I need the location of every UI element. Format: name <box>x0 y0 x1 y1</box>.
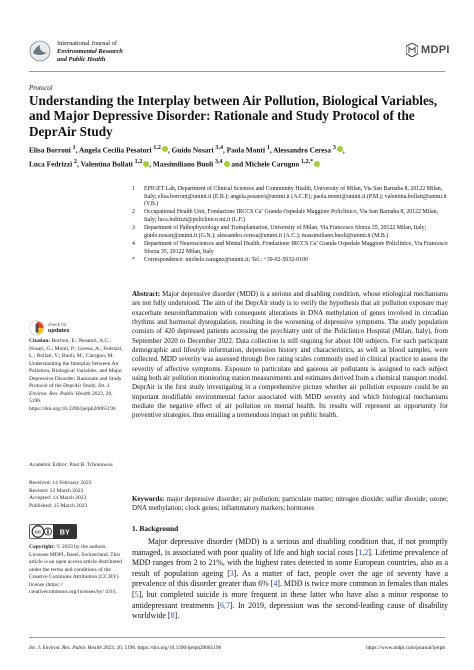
abstract-text: Major depressive disorder (MDD) is a serious and disabling condition, whose etiological mechanisms are not fully understood. The aim of the DeprAir study is to verify the hypothesis that air pollution exposure may exacerbate neuroinflammation with consequent alterations in DNA methylation of genes involved in circadian rhythms and hormonal dysregulation, resulting in the worsening of depressive symptoms. The study population consists of 420 depressed patients accessing the psychiatry unit of the Policlinico Hospital (Milan, Italy), from September 2020 to December 2022. Data collection is still ongoing for about 100 subjects. For each participant demographic and lifestyle information, depression history and characteristics, as well as blood samples, were collected. MDD severity was assessed through five rating scales commonly used in clinical practice to assess the severity of affective symptoms. Exposure to particulate and gaseous air pollutants is assigned to each subject using both air pollution monitoring station measurements and estimates derived from a chemical transport model. DeprAir is the first study investigating in a comprehensive picture whether air pollution exposure could be an important modifiable environmental factor associated with MDD severity and which biological mechanisms mediate the negative effect of air pollution on mental health. Its results will represent an opportunity for preventive strategies, thus entailing a tremendous impact on public health. <box>132 290 449 420</box>
citation-journal: Int. J. Environ. Res. Public Health <box>29 383 111 397</box>
author: Elisa Borroni <box>29 145 71 155</box>
journal-line-2: Environmental Research <box>57 48 123 56</box>
author: Valentina Bollati <box>80 159 133 169</box>
affiliation-item: 4 Department of Neurosciences and Mental Health, Fondazione IRCCS Ca’ Granda Ospedale Maggiore Policlinico, Via Francesco Sforza 35, 20122 Milan, Italy <box>132 240 448 255</box>
date-revised: Revised: 13 March 2023 <box>29 487 84 494</box>
date-published: Published: 15 March 2023 <box>29 502 88 509</box>
academic-editor: Academic Editor: Paul B. Tchounwou <box>29 462 113 468</box>
cc-label: cc <box>34 529 42 536</box>
check-for-updates-button[interactable] <box>29 320 69 336</box>
citation-link[interactable]: 4 <box>273 579 278 589</box>
citation-link[interactable]: 6,7 <box>220 600 230 610</box>
publication-dates <box>29 480 125 510</box>
citation-block <box>29 338 125 413</box>
affiliation-list <box>132 186 448 265</box>
author-affil-mark: 2 <box>74 159 78 166</box>
footer-citation: Int. J. Environ. Res. Public Health 2023, 20, 5196. https://doi.org/10.3390/ijerph20065196 <box>29 645 222 651</box>
author-affil-mark: 3 <box>332 145 336 151</box>
header-divider <box>29 71 445 72</box>
citation-link[interactable]: 1,2 <box>358 547 369 557</box>
journal-name <box>57 40 123 65</box>
citation-text: Borroni, E.; Pesatori, A.C.; Nosari, G.; Monti, P.; Ceresa, A.; Fedrizzi, L.; Bollati, V.; Buoli, M.; Carugno, M. Understanding the Interplay between Air Pollution, Biological Variables, and Major Depressive Disorder: Rationale and Study Protocol of the DeprAir Study. <box>29 338 123 390</box>
author-affil-mark: 1,2 <box>134 159 143 166</box>
section-heading: 1. Background <box>132 524 179 533</box>
article-title: Understanding the Interplay between Air Pollution, Biological Variables, and Major Depressive Disorder: Rationale and Study Protocol of the DeprAir Study <box>29 93 438 139</box>
by-label: BY <box>59 527 70 537</box>
author: Luca Fedrizzi <box>29 159 73 169</box>
keywords-text: major depressive disorder; air pollution; particulate matter; nitrogen dioxide; sulfur dioxide; ozone; DNA methylation; clock genes; inflammatory markers; hormones <box>132 495 448 513</box>
author: Massimiliano Buoli <box>152 159 214 169</box>
check-updates-label: check for updates <box>48 321 70 334</box>
date-received: Received: 14 February 2023 <box>29 480 92 486</box>
journal-line-1: International Journal of <box>57 40 117 47</box>
article-type: Protocol <box>29 85 53 92</box>
affiliation-item: 3 Department of Pathophysiology and Transplantation, University of Milan, Via Francesco Sforza 35, 20122 Milan, Italy; guido.nosari@unimi.it (G.N.); alessandro.ceresa@unimi.it (A.C.); massimiliano.buoli@unimi.it (M.B.) <box>132 225 427 239</box>
author: Alessandro Ceresa <box>273 145 332 155</box>
citation-link[interactable]: 8 <box>170 611 175 621</box>
citation-doi: 2023, 20, 5196. https://doi.org/10.3390/ijerph20065196 <box>29 390 116 412</box>
footer-journal-url[interactable]: https://www.mdpi.com/journal/ijerph <box>366 645 445 651</box>
author-affil-mark: 3,4 <box>214 159 223 166</box>
journal-line-3: and Public Health <box>57 56 106 64</box>
mdpi-logo-icon <box>406 43 418 57</box>
orcid-icon[interactable] <box>224 161 230 167</box>
page-footer <box>29 645 445 651</box>
author-list: Elisa Borroni $^1$, Angela Cecilia Pesatori $^{1,2}$ , Guido Nosari $^{3,4}$, Paola Monti $^1$, Alessandro Ceresa $^3$ , Luca Fedrizzi $^2$, Valentina Bollati $^{1,2}$ , Massimiliano Buoli $^{3,4}$ and Michele Carugno $^{1,2,*}$ <box>29 145 345 169</box>
copyright-label: Copyright: <box>29 544 55 550</box>
author-affil-mark: 1,2,* <box>300 159 314 166</box>
publisher-name: MDPI <box>421 44 450 56</box>
citation-link[interactable]: 3 <box>229 568 234 578</box>
affiliation-item: 2 Occupational Health Unit, Fondazione IRCCS Ca’ Granda Ospedale Maggiore Policlinico, Via San Barnaba 8, 20122 Milan, Italy; luca.fedrizzi@policlinico.mi.it (L.F.) <box>132 209 439 223</box>
author-affil-mark: 1,2 <box>153 145 161 151</box>
abstract <box>132 290 448 421</box>
date-accepted: Accepted: 14 March 2023 <box>29 495 87 502</box>
correspondence: * Correspondence: michele.carugno@unimi.it; Tel.: +39-02-5032-0100 <box>132 256 308 263</box>
author-affil-mark: 3,4 <box>215 145 224 151</box>
author: Guido Nosari <box>171 145 214 155</box>
orcid-icon[interactable] <box>314 161 320 167</box>
authors-and: and <box>231 159 244 169</box>
journal-logo-icon <box>29 40 51 62</box>
author: Paola Monti <box>226 145 265 155</box>
section-body: Major depressive disorder (MDD) is a serious and disabling condition that, if not promptly managed, is associated with poor quality of life and high social costs [1,2]. Lifetime prevalence of MDD ranges from 2 to 21%, with the highest rates detected in some European countries, also as a result of population ageing [3]. As a matter of fact, people over the age of seventy have a prevalence of this disorder greater than 6% [4]. MDD is twice more common in females than males [5], but completed suicide is more frequent in these latter who have also a minor response to antidepressant treatments [6,7]. In 2019, depression was the second-leading cause of disability worldwide [8]. <box>132 537 449 621</box>
publisher-logo <box>406 40 450 60</box>
author: Michele Carugno <box>245 159 300 169</box>
cc-by-license-icon[interactable] <box>29 524 77 539</box>
affiliation-item: 1 EPIGET Lab, Department of Clinical Sciences and Community Health, University of Milan, Via San Barnaba 8, 20122 Milan, Italy; elisa.borroni@unimi.it (E.B.); angela.pesatori@unimi.it (A.C.P.); paola.monti@unimi.it (P.M.); valentina.bollati@unimi.it (V.B.) <box>132 186 447 208</box>
author-affil-mark: 1 <box>72 145 76 151</box>
author: Angela Cecilia Pesatori <box>78 145 152 155</box>
copyright-text: © 2023 by the authors. Licensee MDPI, Basel, Switzerland. This article is an open access article distributed under the terms and conditions of the Creative Commons Attribution (CC BY) license (https:// creativecommons.org/licenses/by/ 4.0/). <box>29 544 122 596</box>
citation-link[interactable]: 5 <box>134 589 139 599</box>
author-affil-mark: 1 <box>266 145 270 151</box>
citation-label: Citation: <box>29 338 51 344</box>
keywords-label: Keywords: <box>132 495 165 503</box>
abstract-label: Abstract: <box>132 290 161 298</box>
keywords <box>132 495 448 514</box>
check-updates-icon <box>29 320 45 336</box>
copyright-block <box>29 544 125 597</box>
footer-divider <box>29 637 445 638</box>
